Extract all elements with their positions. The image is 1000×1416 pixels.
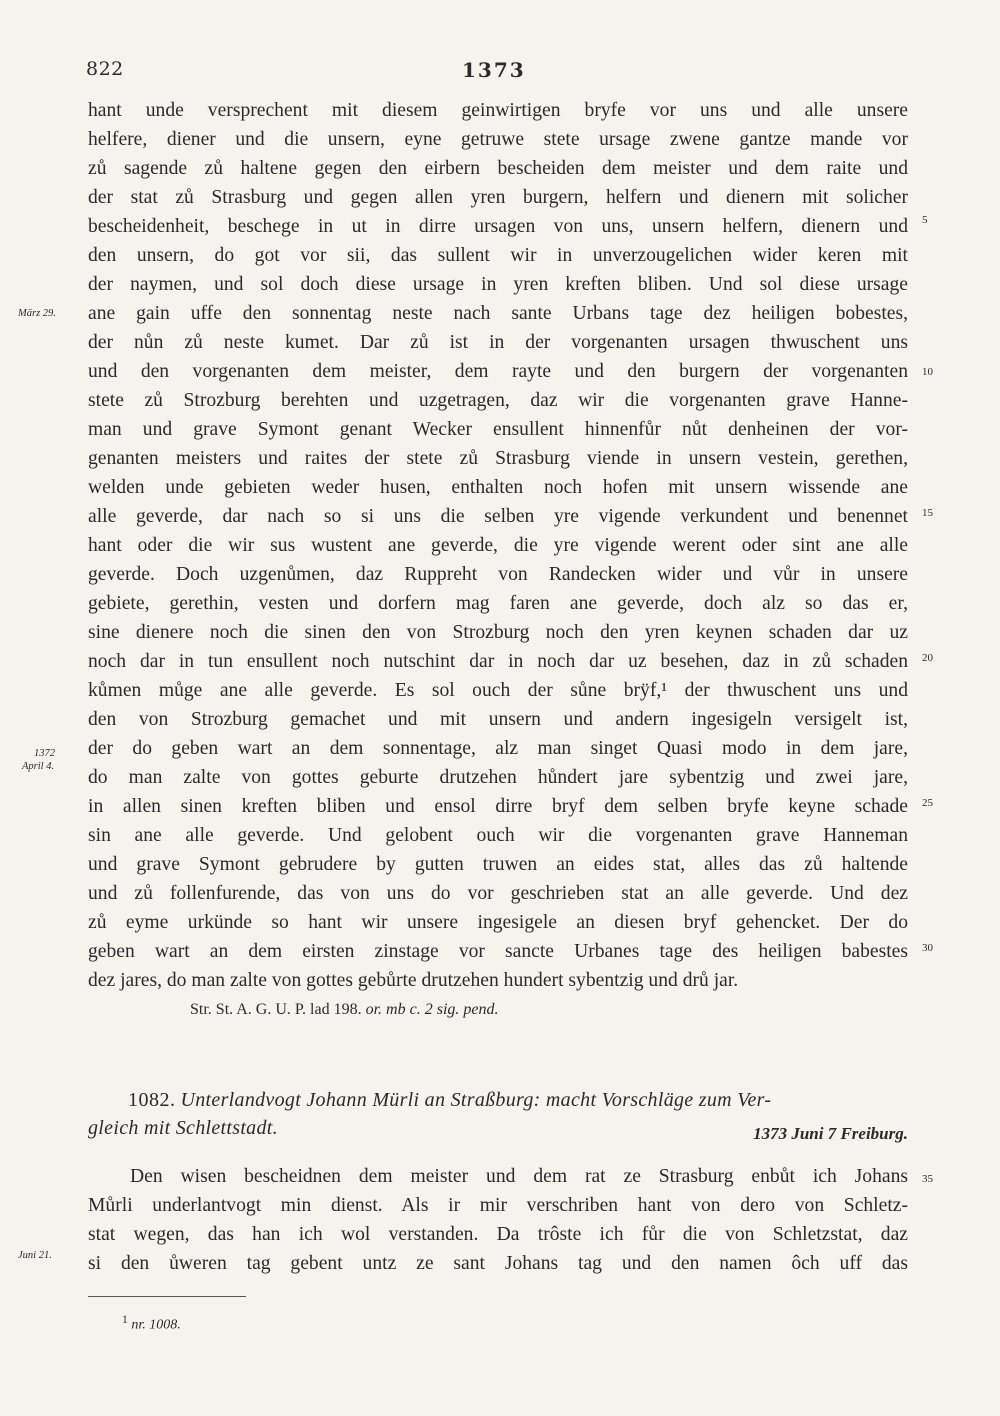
text-line: und zů follenfurende, das von uns do vor geschrieben stat an alle geverde. Und dez <box>88 883 908 904</box>
document-date: 1373 Juni 7 Freiburg. <box>753 1124 908 1143</box>
text-line: hant oder die wir sus wustent ane geverde, die yre vigende werent oder sint ane alle <box>88 535 908 556</box>
text-line: noch dar in tun ensullent noch nutschint dar in noch dar uz besehen, daz in zů schaden <box>88 651 908 672</box>
footnote-text: nr. 1008. <box>131 1317 181 1333</box>
paragraph-letter-text <box>88 1162 908 1278</box>
source-citation <box>190 1001 790 1019</box>
text-line: geben wart an dem eirsten zinstage vor sancte Urbanes tage des heiligen babestes <box>88 941 908 962</box>
page-number: 822 <box>86 58 124 80</box>
source-seal-type: sig. pend. <box>436 1001 499 1018</box>
document-title-line1: Unterlandvogt Johann Mürli an Straßburg: macht Vorschläge zum Ver- <box>180 1089 772 1111</box>
page-header <box>0 58 1000 88</box>
line-number: 10 <box>922 366 933 378</box>
text-line: sin ane alle geverde. Und gelobent ouch wir die vorgenanten grave Hanneman <box>88 825 908 846</box>
text-line: sine dienere noch die sinen den von Strozburg noch den yren keynen schaden dar uz <box>88 622 908 643</box>
footnote-marker: 1 <box>122 1313 128 1326</box>
text-line: Den wisen bescheidnen dem meister und dem rat ze Strasburg enbůt ich Johans <box>130 1166 908 1187</box>
text-line: kůmen můge ane alle geverde. Es sol ouch der sůne brÿf,¹ der thwuschent uns und <box>88 680 908 701</box>
line-number: 35 <box>922 1173 933 1185</box>
text-line: der stat zů Strasburg und gegen allen yren burgern, helfern und dienern mit solicher <box>88 187 908 208</box>
text-line: gebiete, gerethin, vesten und dorfern mag faren ane geverde, doch alz so das er, <box>88 593 908 614</box>
text-line: Můrli underlantvogt min dienst. Als ir mir verschriben hant von dero von Schletz- <box>88 1195 908 1216</box>
line-number: 20 <box>922 652 933 664</box>
margin-date-april: April 4. <box>22 761 55 772</box>
source-archive: Str. St. A. G. U. P. lad 198. <box>190 1001 362 1018</box>
margin-year-1372: 1372 <box>34 748 55 759</box>
text-line: helfere, diener und die unsern, eyne getruwe stete ursage zwene gantze mande vor <box>88 129 908 150</box>
document-heading-cont <box>88 1114 588 1142</box>
text-line: stat wegen, das han ich wol verstanden. Da trôste ich fůr die von Schletzstat, daz <box>88 1224 908 1245</box>
document-number: 1082. <box>128 1089 176 1111</box>
text-line: stete zů Strozburg berehten und uzgetragen, daz wir die vorgenanten grave Hanne- <box>88 390 908 411</box>
text-line: geverde. Doch uzgenůmen, daz Ruppreht von Randecken wider und vůr in unsere <box>88 564 908 585</box>
text-line: der nůn zů neste kumet. Dar zů ist in der vorgenanten ursagen thwuschent uns <box>88 332 908 353</box>
text-line: zů eyme urkünde so hant wir unsere ingesigele an diesen bryf gehencket. Der do <box>88 912 908 933</box>
text-line: hant unde versprechent mit diesem geinwirtigen bryfe vor uns und alle unsere <box>88 100 908 121</box>
text-line: in allen sinen kreften bliben und ensol dirre bryf dem selben bryfe keyne schade <box>88 796 908 817</box>
text-line: bescheidenheit, beschege in ut in dirre ursagen von uns, unsern helfern, dienern und <box>88 216 908 237</box>
line-number: 30 <box>922 942 933 954</box>
footnote <box>122 1313 181 1334</box>
text-line: und grave Symont gebrudere by gutten truwen an eides stat, alles das zů haltende <box>88 854 908 875</box>
text-line: den unsern, do got vor sii, das sullent wir in unverzougelichen wider keren mit <box>88 245 908 266</box>
text-line: den von Strozburg gemachet und mit unsern und andern ingesigeln versigelt ist, <box>88 709 908 730</box>
document-heading <box>128 1086 908 1114</box>
text-line: alle geverde, dar nach so si uns die selben yre vigende verkundent und benennet <box>88 506 908 527</box>
text-line: welden unde gebieten weder husen, enthalten noch hofen mit unsern wissende ane <box>88 477 908 498</box>
margin-date-maerz: März 29. <box>18 308 56 319</box>
margin-date-juni: Juni 21. <box>18 1250 52 1261</box>
running-year: 1373 <box>462 58 526 82</box>
text-line: ane gain uffe den sonnentag neste nach sante Urbans tage dez heiligen bobestes, <box>88 303 908 324</box>
text-line: zů sagende zů haltene gegen den eirbern bescheiden dem meister und dem raite und <box>88 158 908 179</box>
text-line: der do geben wart an dem sonnentage, alz man singet Quasi modo in dem jare, <box>88 738 908 759</box>
source-seal-count: c. 2 <box>409 1001 433 1018</box>
text-line: si den ůweren tag gebent untz ze sant Johans tag und den namen ôch uff das <box>88 1253 908 1274</box>
line-number: 25 <box>922 797 933 809</box>
line-number: 5 <box>922 214 928 226</box>
text-line: genanten meisters und raites der stete zů Strasburg viende in unsern vestein, gerethen, <box>88 448 908 469</box>
document-title-line2: gleich mit Schlettstadt. <box>88 1117 278 1139</box>
footnote-divider <box>88 1296 246 1297</box>
text-line: dez jares, do man zalte von gottes gebůrte drutzehen hundert sybentzig und drů jar. <box>88 970 739 991</box>
paragraph-charter-text <box>88 96 908 995</box>
text-line: do man zalte von gottes geburte drutzehen hůndert jare sybentzig und zwei jare, <box>88 767 908 788</box>
source-material: or. mb <box>365 1001 406 1018</box>
line-number: 15 <box>922 507 933 519</box>
text-line: und den vorgenanten dem meister, dem rayte und den burgern der vorgenanten <box>88 361 908 382</box>
text-line: man und grave Symont genant Wecker ensullent hinnenfůr nůt denheinen der vor- <box>88 419 908 440</box>
text-line: der naymen, und sol doch diese ursage in yren kreften bliben. Und sol diese ursage <box>88 274 908 295</box>
